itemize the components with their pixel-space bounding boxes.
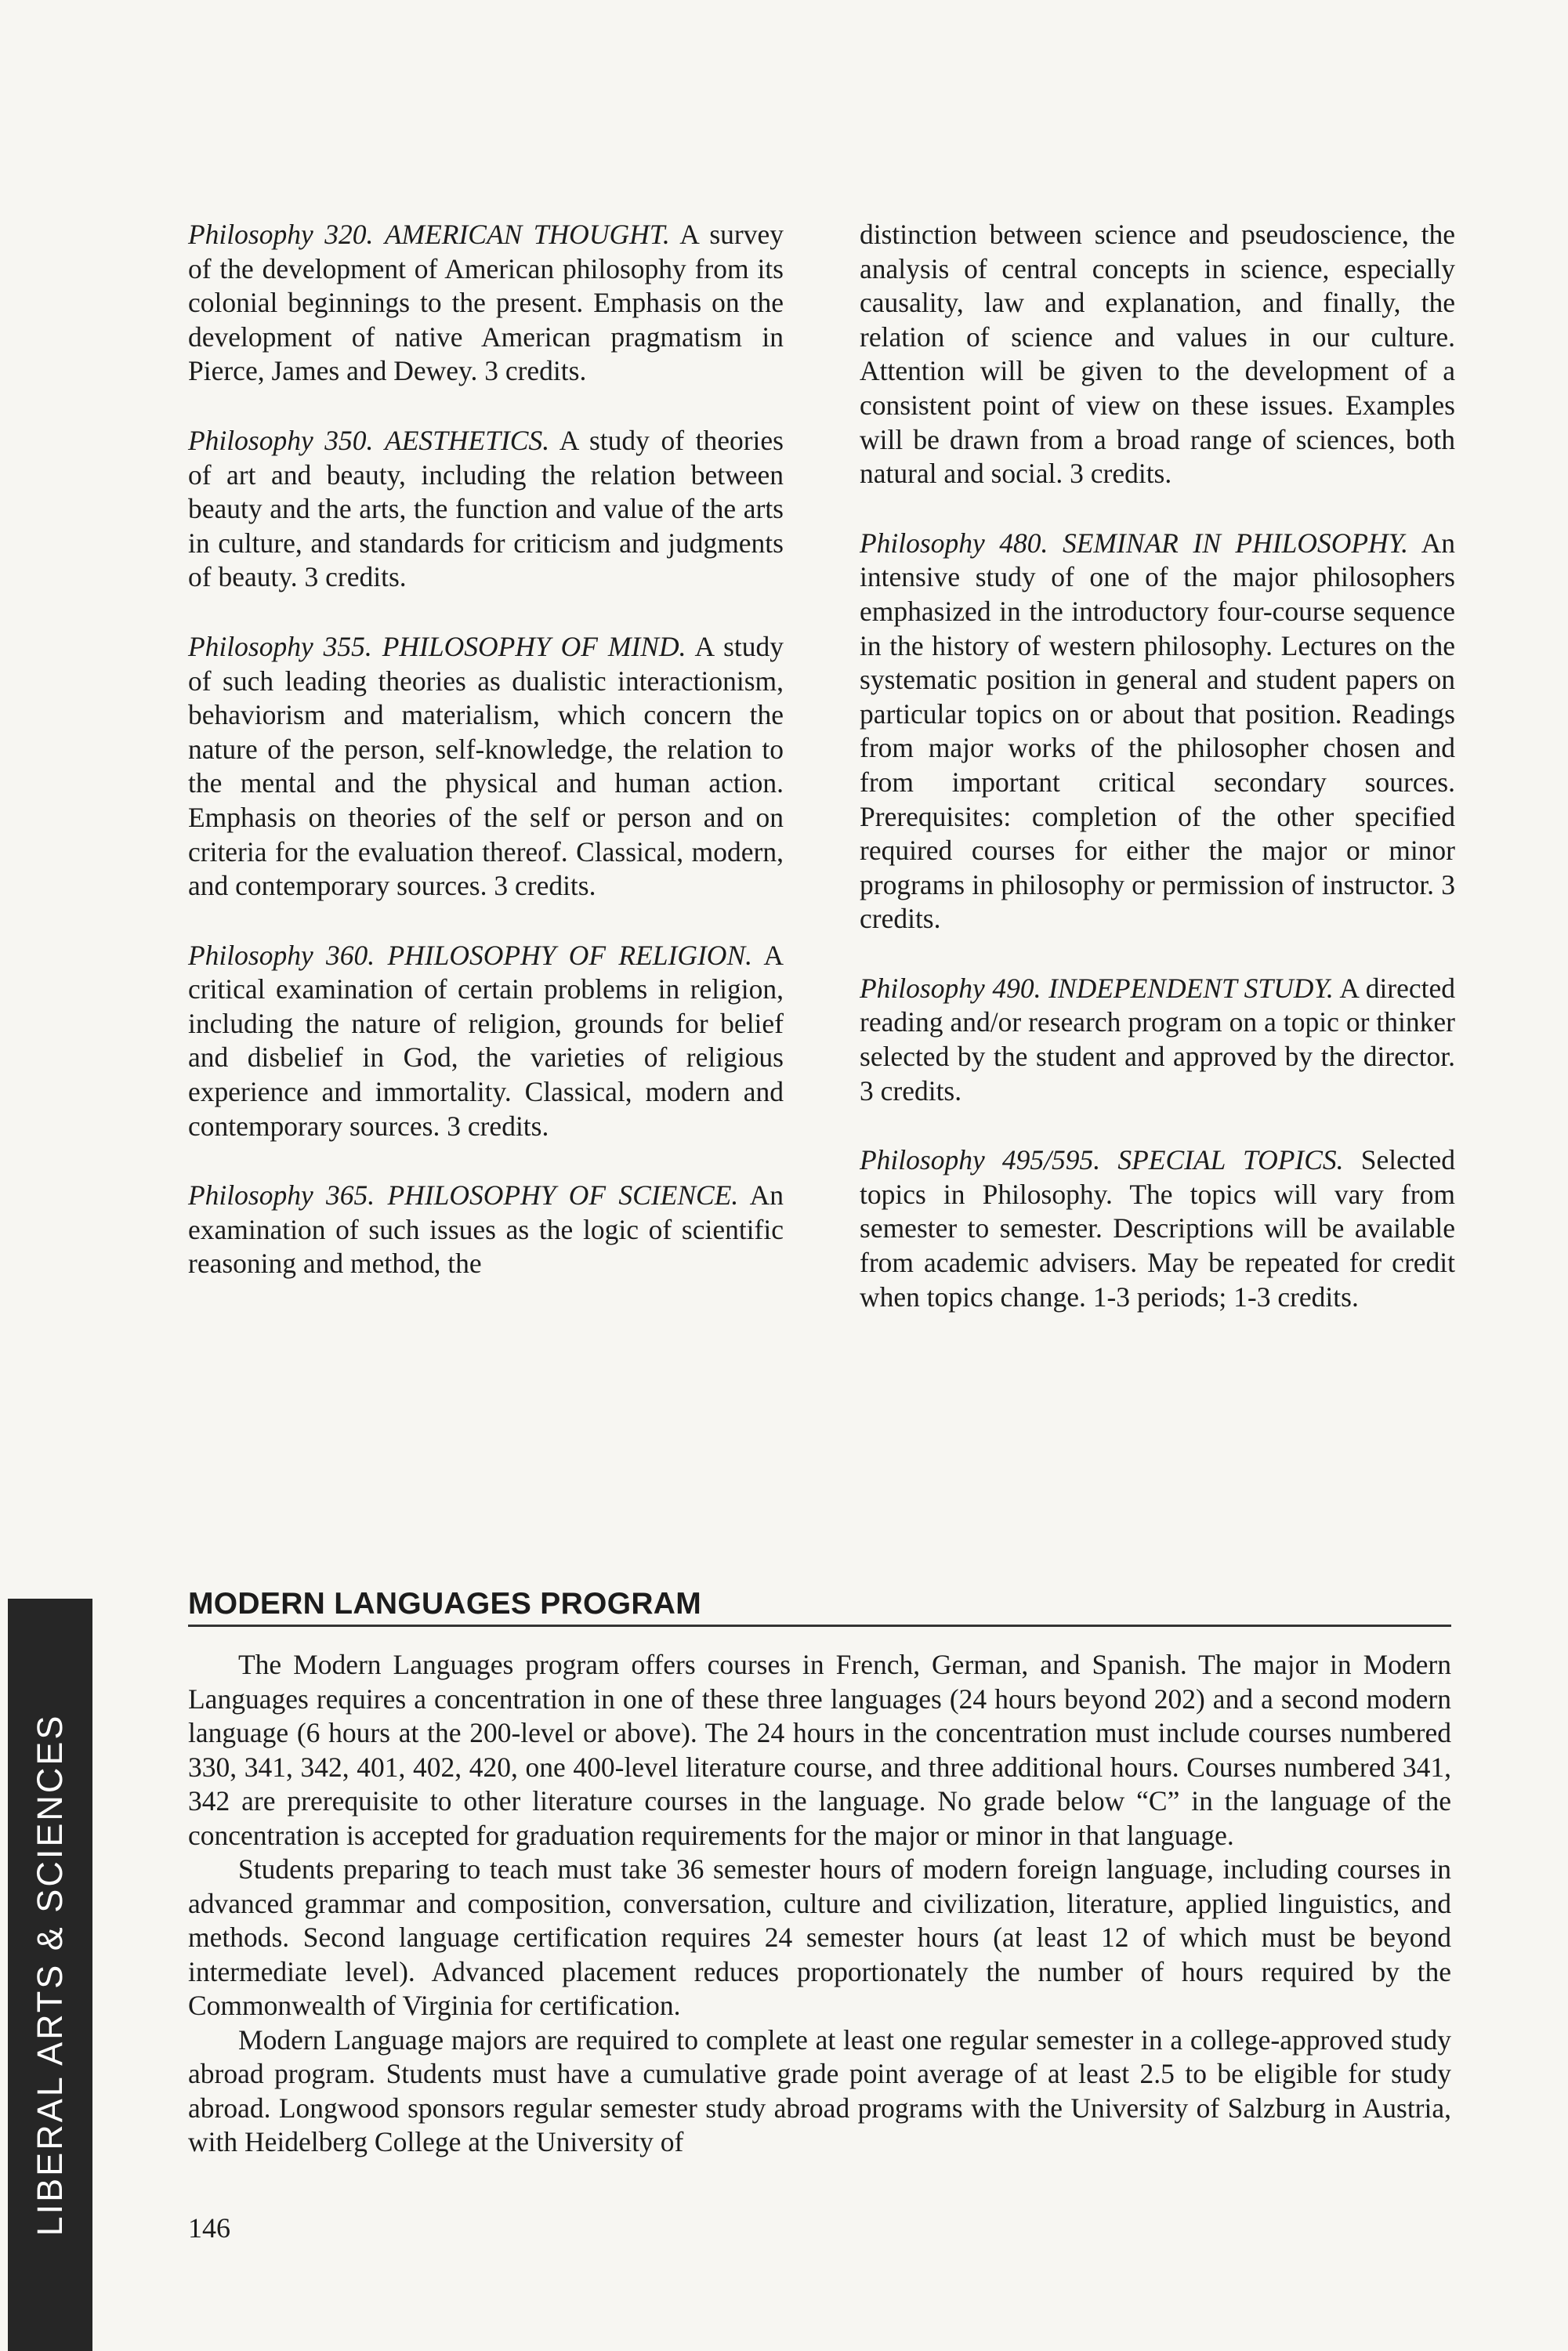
course-continuation: distinction between science and pseudoscience, the analysis of central concepts in science, especially causality, law and explanation, and finally, the relation of science and values in our culture. Attention will be given to the development of a consistent point of view on these issues. Examples will be drawn from a broad range of sciences, both natural and social. 3 credits.	[860, 219, 1455, 490]
course-description: Selected topics in Philosophy. The topics will vary from semester to semester. Descriptions will be available from academic advisers. May be repeated for credit when topics change. 1-3 periods; 1-3 credits.	[860, 1144, 1455, 1313]
side-tab-label: LIBERAL ARTS & SCIENCES	[30, 1713, 70, 2237]
left-column	[188, 218, 784, 1317]
course-number: Philosophy 365.	[188, 1179, 375, 1212]
course-title: SEMINAR IN PHILOSOPHY.	[1062, 527, 1409, 559]
heading-rule	[188, 1625, 1451, 1627]
course-number: Philosophy 480.	[860, 527, 1048, 559]
course-description: An examination of such issues as the logic of scientific reasoning and method, the	[188, 1179, 784, 1280]
course-title: AESTHETICS.	[385, 424, 550, 456]
course-entry	[188, 424, 784, 595]
course-number: Philosophy 320.	[188, 219, 374, 250]
section-side-tab	[8, 1599, 92, 2351]
body-paragraph: Modern Language majors are required to complete at least one regular semester in a college-approved study abroad program. Students must have a cumulative grade point average of at least 2.5 to be eligible for study abroad. Longwood sponsors regular semester study abroad programs with the University of Salzburg in Austria, with Heidelberg College at the University of	[188, 2023, 1451, 2157]
course-description: A critical examination of certain problems in religion, including the nature of religion, grounds for belief and disbelief in God, the varieties of religious experience and immortality. Classical, modern and contemporary sources. 3 credits.	[188, 939, 784, 1142]
course-entry	[860, 972, 1455, 1108]
course-description: A study of theories of art and beauty, including the relation between beauty and the arts, the function and value of the arts in culture, and standards for criticism and judgments of beauty. 3 credits.	[188, 424, 784, 593]
course-number: Philosophy 490.	[860, 972, 1041, 1004]
page-number: 146	[188, 2212, 230, 2244]
course-number: Philosophy 355.	[188, 630, 372, 662]
course-entry	[860, 1143, 1455, 1314]
course-title: PHILOSOPHY OF SCIENCE.	[387, 1179, 739, 1212]
course-description: A survey of the development of American philosophy from its colonial beginnings to the present. Emphasis on the development of native American pragmatism in Pierce, James and Dewey. 3 credits.	[188, 219, 784, 387]
course-number: Philosophy 350.	[188, 424, 374, 456]
body-paragraph: Students preparing to teach must take 36 semester hours of modern foreign language, including courses in advanced grammar and composition, conversation, culture and civilization, literature, applied linguistics, and methods. Second language certification requires 24 semester hours (at least 12 of which must be beyond intermediate level). Advanced placement reduces proportionately the number of hours required by the Commonwealth of Virginia for certification.	[188, 1853, 1451, 2021]
right-column	[860, 218, 1455, 1349]
course-entry	[860, 527, 1455, 936]
course-description: A directed reading and/or research program on a topic or thinker selected by the student and approved by the director. 3 credits.	[860, 972, 1456, 1107]
course-entry	[188, 1179, 784, 1281]
course-entry	[188, 630, 784, 904]
course-title: AMERICAN THOUGHT.	[384, 219, 670, 250]
course-entry	[188, 218, 784, 389]
course-entry	[188, 939, 784, 1144]
course-description: A study of such leading theories as dualistic interactionism, behaviorism and materialism, which concern the nature of the person, self-knowledge, the relation to the mental and the physical and human action. Emphasis on theories of the self or person and on criteria for the evaluation thereof. Classical, modern, and contemporary sources. 3 credits.	[188, 630, 784, 902]
course-title: SPECIAL TOPICS.	[1117, 1144, 1344, 1176]
course-number: Philosophy 495/595.	[860, 1144, 1101, 1176]
section-heading: MODERN LANGUAGES PROGRAM	[188, 1587, 702, 1621]
course-title: INDEPENDENT STUDY.	[1048, 972, 1334, 1004]
course-description: An intensive study of one of the major philosophers emphasized in the introductory four-course sequence in the history of western philosophy. Lectures on the systematic position in general and student papers on particular topics on or about that position. Readings from major works of the philosopher chosen and from important critical secondary sources. Prerequisites: completion of the other specified required courses for either the major or minor programs in philosophy or permission of instructor. 3 credits.	[860, 527, 1455, 935]
course-title: PHILOSOPHY OF RELIGION.	[387, 939, 752, 971]
section-body	[188, 1648, 1451, 2160]
course-title: PHILOSOPHY OF MIND.	[382, 630, 686, 662]
course-number: Philosophy 360.	[188, 939, 375, 971]
body-paragraph: The Modern Languages program offers courses in French, German, and Spanish. The major in Modern Languages requires a concentration in one of these three languages (24 hours beyond 202) and a second modern language (6 hours at the 200-level or above). The 24 hours in the concentration must include courses numbered 330, 341, 342, 401, 402, 420, one 400-level literature course, and three additional hours. Courses numbered 341, 342 are prerequisite to other literature courses in the language. No grade below “C” in the language of the concentration is accepted for graduation requirements for the major or minor in that language.	[188, 1649, 1451, 1851]
